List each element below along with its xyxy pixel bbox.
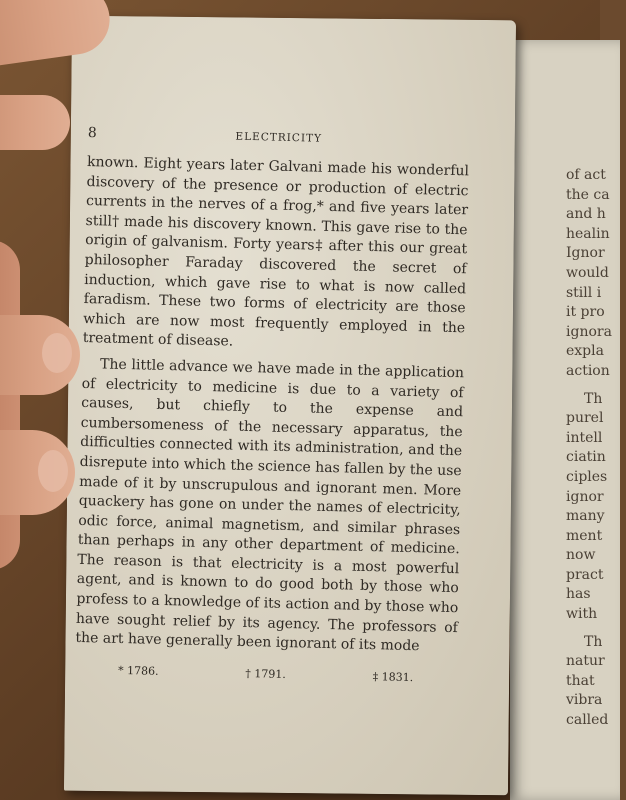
- page-text-block: [75, 125, 470, 685]
- facing-line: the ca: [566, 186, 610, 203]
- facing-line: action: [566, 362, 610, 379]
- facing-line: Ignor: [566, 245, 605, 262]
- facing-line: ciatin: [566, 449, 606, 466]
- footnote: * 1786.: [117, 663, 159, 678]
- facing-line: that: [566, 672, 595, 689]
- facing-line: it pro: [566, 304, 605, 321]
- facing-line: expla: [566, 343, 604, 360]
- facing-line: with: [566, 606, 598, 623]
- paragraph: known. Eight years later Galvani made his wonderful discovery of the presence or production of electric currents in the nerves of a frog,* and five years later still† made his discovery known. This gave rise to the origin of galvanism. Forty years‡ after this our great philosopher Faraday discovered the secret of induction, which gave rise to what is now called faradism. These two forms of electricity are those which are now most frequently employed in the treatment of disease.: [82, 153, 470, 350]
- facing-line: ciples: [566, 468, 608, 485]
- facing-line: now: [566, 547, 596, 564]
- footnote: † 1791.: [245, 667, 287, 681]
- facing-line: Th: [584, 390, 603, 407]
- facing-line: Th: [584, 633, 603, 650]
- facing-gap: [566, 382, 626, 390]
- running-head: ELECTRICITY: [235, 130, 323, 145]
- facing-gap: [566, 625, 626, 633]
- facing-line: healin: [566, 225, 610, 242]
- finger-upper: [0, 95, 70, 150]
- facing-line: would: [566, 264, 609, 281]
- fingernail: [38, 450, 68, 492]
- facing-line: vibra: [566, 692, 603, 709]
- facing-line: ment: [566, 527, 603, 544]
- facing-line: and h: [566, 206, 606, 223]
- facing-line: natur: [566, 653, 605, 670]
- footnote: ‡ 1831.: [372, 670, 414, 685]
- page-body: [75, 153, 469, 658]
- facing-line: pract: [566, 566, 604, 583]
- hand-palm: [0, 240, 20, 570]
- facing-line: purel: [566, 410, 604, 427]
- facing-line: still i: [566, 284, 602, 301]
- facing-line: ignora: [566, 323, 612, 340]
- facing-line: ignor: [566, 488, 604, 505]
- facing-page-text: [566, 166, 626, 731]
- fingernail: [42, 333, 72, 373]
- facing-line: called: [566, 712, 609, 729]
- finger-lower: [0, 430, 75, 515]
- facing-line: intell: [566, 429, 603, 446]
- facing-line: many: [566, 508, 605, 525]
- facing-line: has: [566, 586, 591, 603]
- facing-line: of act: [566, 167, 606, 183]
- finger-lower: [0, 315, 80, 395]
- page-number: 8: [87, 125, 97, 142]
- paragraph: The little advance we have made in the application of electricity to medicine is due to a variety of causes, but chiefly to the expense and cumbersomeness of the necessary apparatus, the difficulties connected with its administration, and the disrepute into which the science has fallen by the use made of it by unscrupulous and ignorant men. More quackery has gone on under the names of electricity, odic force, animal magnetism, and similar phrases than perhaps in any other department of medicine. The reason is that electricity is a most powerful agent, and is known to do good both by those who profess to a knowledge of its action and by those who have sought relief by its agency. The professors of the art have generally been ignorant of its mode: [75, 356, 465, 655]
